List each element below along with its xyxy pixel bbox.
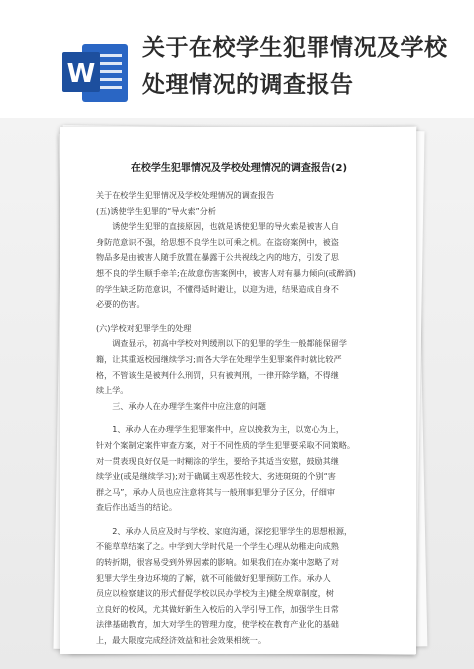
doc-line: 针对个案制定案件审查方案，对于不同性质的学生犯罪要采取不同策略。 (96, 439, 356, 450)
doc-line: 查后作出适当的结论。 (96, 502, 177, 513)
doc-line: 2、承办人员应及时与学校、家庭沟通，深挖犯罪学生的思想根源， (112, 525, 353, 536)
title-line-2: 处理情况的调查报告 (142, 72, 354, 98)
page-title (142, 30, 462, 104)
doc-line: 续上学。 (96, 385, 129, 396)
document-title: 在校学生犯罪情况及学校处理情况的调查报告(2) (130, 163, 348, 174)
doc-line: 续学业(或是继续学习);对于确属主观恶性较大、劣迹斑斑的个别“害 (96, 471, 336, 482)
doc-line: 群之马”，承办人员也应注意将其与一般刑事犯罪分子区分，仔细审 (96, 486, 335, 497)
word-document-icon (60, 40, 130, 106)
doc-line: 上，最大限度完成经济效益和社会效果相统一。 (96, 635, 266, 646)
doc-line: 1、承办人在办理学生犯罪案件中，应以挽救为主，以宽心为上， (112, 424, 344, 435)
doc-line: 不能草草结案了之。中学到大学时代是一个学生心理从幼稚走向成熟 (96, 541, 339, 552)
doc-line: (六)学校对犯罪学生的处理 (96, 322, 192, 333)
doc-line: 的转折期，很容易受到外界因素的影响。如果我们在办案中忽略了对 (96, 557, 339, 568)
doc-line: 对一贯表现良好仅是一时糊涂的学生，要给予其适当安慰，鼓励其继 (96, 455, 339, 466)
doc-line: 想不良的学生顺手牵羊;在故意伤害案例中，被害人对有暴力倾向(或醉酒) (96, 267, 356, 278)
doc-line: 物品多是由被害人随手放置在暴露于公共视线之内的地方，引发了思 (96, 252, 339, 263)
doc-line: 调查显示，初高中学校对判缓刑以下的犯罪的学生一般都能保留学 (112, 338, 347, 349)
doc-line: 法律基础教育，加大对学生的管理力度，使学校在教育产业化的基础 (96, 619, 339, 630)
doc-line: 三、承办人在办理学生案件中应注意的问题 (112, 400, 266, 411)
doc-line: 必要的伤害。 (96, 299, 145, 310)
doc-line: 员应以检察建议的形式督促学校以民办学校为主)健全规章制度，树 (96, 588, 334, 599)
doc-line: 诱使学生犯罪的直接原因，也就是诱使犯罪的导火索是被害人自 (112, 221, 339, 232)
doc-line: 格，不管该生是被判什么刑罚，只有被判刑，一律开除学籍，不得继 (96, 369, 339, 380)
doc-line: (五)诱使学生犯罪的“导火索”分析 (96, 205, 216, 216)
svg-text:W: W (66, 59, 96, 89)
title-line-1: 关于在校学生犯罪情况及学校 (142, 35, 448, 61)
doc-line: 籍，让其重返校园继续学习;而各大学在处理学生犯罪案件时就比较严 (96, 353, 342, 364)
doc-line: 犯罪大学生身边环境的了解，就不可能做好犯罪预防工作。承办人 (96, 572, 331, 583)
doc-line: 身防范意识不强，给思想不良学生以可乘之机。在盗窃案例中，被盗 (96, 236, 339, 247)
doc-line: 立良好的校风，尤其做好新生入校后的入学引导工作，加强学生日常 (96, 603, 339, 614)
doc-line: 关于在校学生犯罪情况及学校处理情况的调查报告 (96, 190, 275, 200)
document-page (60, 127, 416, 654)
doc-line: 的学生缺乏防范意识，不懂得适时避让，以迎为进，结果造成自身不 (96, 283, 339, 294)
